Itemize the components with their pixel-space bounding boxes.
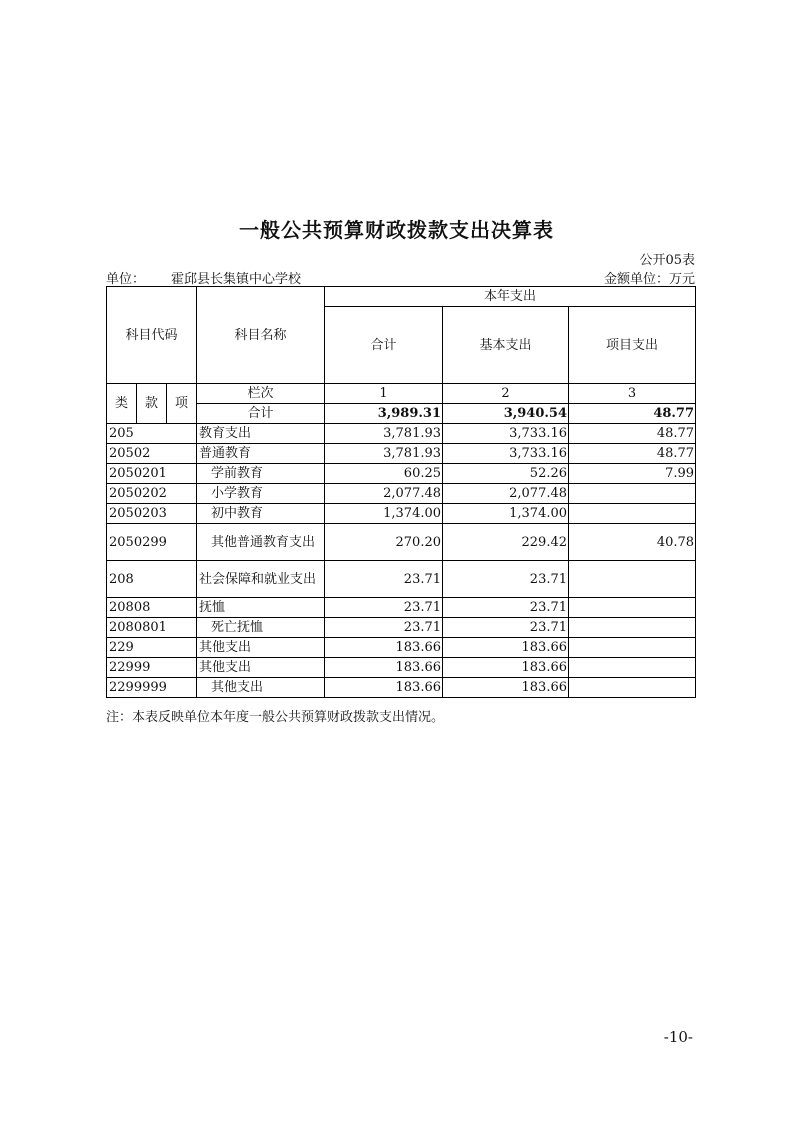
- header-kuan: 款: [137, 384, 167, 424]
- total-amount: 183.66: [325, 658, 443, 678]
- page-title: 一般公共预算财政拨款支出决算表: [239, 218, 554, 242]
- total-amount: 183.66: [325, 638, 443, 658]
- total-amount: 270.20: [325, 524, 443, 561]
- table-row: [107, 598, 696, 618]
- subject-code: 2299999: [107, 678, 197, 698]
- subject-name: 死亡抚恤: [197, 618, 325, 638]
- project-amount: [569, 484, 696, 504]
- subject-name: 抚恤: [197, 598, 325, 618]
- total-basic: 3,940.54: [443, 404, 569, 424]
- basic-amount: 23.71: [443, 598, 569, 618]
- basic-amount: 183.66: [443, 678, 569, 698]
- subject-code: 2050299: [107, 524, 197, 561]
- subject-code: 2050201: [107, 464, 197, 484]
- project-amount: 40.78: [569, 524, 696, 561]
- table-row: [107, 638, 696, 658]
- project-amount: 48.77: [569, 444, 696, 464]
- subject-name: 普通教育: [197, 444, 325, 464]
- basic-amount: 3,733.16: [443, 444, 569, 464]
- total-project: 48.77: [569, 404, 696, 424]
- table-row: [107, 484, 696, 504]
- expenditure-table: [106, 286, 696, 698]
- basic-amount: 1,374.00: [443, 504, 569, 524]
- table-row: [107, 464, 696, 484]
- header-subject-code: 科目代码: [107, 287, 197, 384]
- subject-code: 20502: [107, 444, 197, 464]
- total-amount: 60.25: [325, 464, 443, 484]
- total-amount: 23.71: [325, 598, 443, 618]
- header-column-no: 栏次: [197, 384, 325, 404]
- table-row: [107, 618, 696, 638]
- total-amount: 23.71: [325, 561, 443, 598]
- form-number: 公开05表: [639, 253, 695, 268]
- subject-code: 2050203: [107, 504, 197, 524]
- project-amount: [569, 618, 696, 638]
- basic-amount: 52.26: [443, 464, 569, 484]
- table-row: [107, 561, 696, 598]
- subject-code: 2080801: [107, 618, 197, 638]
- basic-amount: 183.66: [443, 638, 569, 658]
- project-amount: [569, 658, 696, 678]
- total-label: 合计: [197, 404, 325, 424]
- table-row: [107, 524, 696, 561]
- project-amount: [569, 678, 696, 698]
- amount-unit: 金额单位：万元: [603, 272, 695, 287]
- table-row: [107, 444, 696, 464]
- unit-label: 单位：: [106, 272, 146, 287]
- header-total: 合计: [325, 307, 443, 384]
- table-row: [107, 504, 696, 524]
- header-col3: 3: [569, 384, 696, 404]
- subject-code: 2050202: [107, 484, 197, 504]
- project-amount: 48.77: [569, 424, 696, 444]
- header-col2: 2: [443, 384, 569, 404]
- subject-name: 其他普通教育支出: [197, 524, 325, 561]
- total-amount: 3,781.93: [325, 424, 443, 444]
- basic-amount: 3,733.16: [443, 424, 569, 444]
- subject-name: 其他支出: [197, 658, 325, 678]
- project-amount: [569, 638, 696, 658]
- table-row: [107, 678, 696, 698]
- basic-amount: 2,077.48: [443, 484, 569, 504]
- subject-name: 教育支出: [197, 424, 325, 444]
- header-current-year: 本年支出: [325, 287, 696, 307]
- header-project: 项目支出: [569, 307, 696, 384]
- project-amount: 7.99: [569, 464, 696, 484]
- subject-name: 学前教育: [197, 464, 325, 484]
- footnote: 注：本表反映单位本年度一般公共预算财政拨款支出情况。: [106, 710, 445, 725]
- basic-amount: 23.71: [443, 618, 569, 638]
- project-amount: [569, 598, 696, 618]
- header-xiang: 项: [167, 384, 197, 424]
- unit-name: 霍邱县长集镇中心学校: [171, 272, 302, 287]
- basic-amount: 183.66: [443, 658, 569, 678]
- subject-code: 229: [107, 638, 197, 658]
- total-amount: 23.71: [325, 618, 443, 638]
- subject-code: 22999: [107, 658, 197, 678]
- subject-name: 初中教育: [197, 504, 325, 524]
- total-amount: 2,077.48: [325, 484, 443, 504]
- page-number: -10-: [663, 1028, 693, 1046]
- total-amount: 3,781.93: [325, 444, 443, 464]
- table-row: [107, 424, 696, 444]
- header-lei: 类: [107, 384, 137, 424]
- subject-code: 20808: [107, 598, 197, 618]
- subject-name: 其他支出: [197, 678, 325, 698]
- subject-code: 208: [107, 561, 197, 598]
- header-col1: 1: [325, 384, 443, 404]
- header-basic: 基本支出: [443, 307, 569, 384]
- basic-amount: 23.71: [443, 561, 569, 598]
- basic-amount: 229.42: [443, 524, 569, 561]
- subject-name: 小学教育: [197, 484, 325, 504]
- total-amount: 1,374.00: [325, 504, 443, 524]
- subject-name: 社会保障和就业支出: [197, 561, 325, 598]
- project-amount: [569, 504, 696, 524]
- project-amount: [569, 561, 696, 598]
- header-subject-name: 科目名称: [197, 287, 325, 384]
- table-row: [107, 658, 696, 678]
- total-amount: 183.66: [325, 678, 443, 698]
- total-amount: 3,989.31: [325, 404, 443, 424]
- subject-code: 205: [107, 424, 197, 444]
- subject-name: 其他支出: [197, 638, 325, 658]
